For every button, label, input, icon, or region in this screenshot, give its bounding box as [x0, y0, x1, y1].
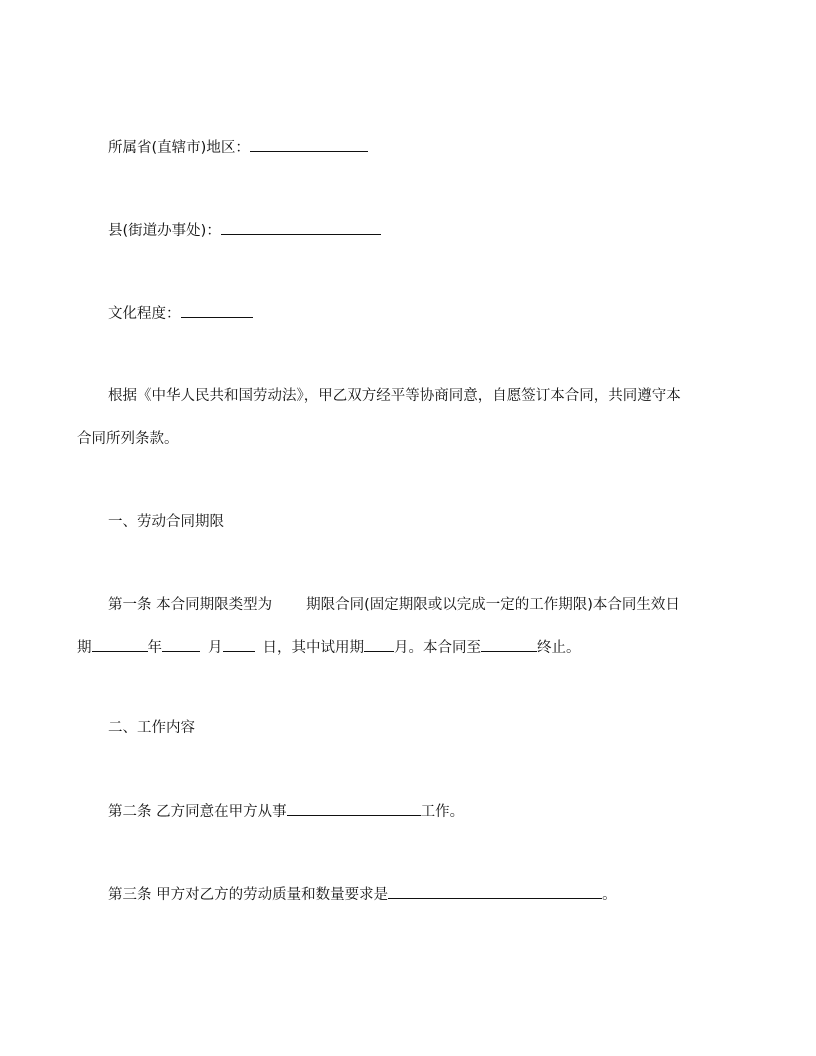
article-2-prefix: 第二条 乙方同意在甲方从事 — [108, 804, 287, 820]
province-blank[interactable] — [250, 137, 368, 152]
day-label: 日，其中试用期 — [262, 640, 364, 656]
preamble-line-1: 根据《中华人民共和国劳动法》，甲乙双方经平等协商同意，自愿签订本合同，共同遵守本 — [108, 388, 681, 404]
education-line — [108, 303, 253, 324]
start-month-blank[interactable] — [162, 637, 200, 652]
article-1-line-1 — [108, 595, 680, 615]
preamble-line-2: 合同所列条款。 — [77, 431, 179, 447]
article-1-line-2 — [77, 637, 581, 658]
month2-label: 月。本合同至 — [394, 640, 481, 656]
job-blank[interactable] — [287, 801, 421, 816]
province-line — [108, 137, 368, 158]
article-2-suffix: 工作。 — [420, 804, 465, 820]
article-1-line2-start: 期 — [77, 640, 92, 656]
province-label: 所属省(直辖市)地区： — [108, 140, 250, 156]
article-3-line — [108, 884, 617, 905]
county-blank[interactable] — [221, 220, 381, 235]
section-2-heading: 二、工作内容 — [108, 720, 195, 736]
end-date-blank[interactable] — [481, 637, 537, 652]
article-3-suffix: 。 — [602, 887, 617, 903]
probation-months-blank[interactable] — [364, 637, 394, 652]
education-blank[interactable] — [181, 303, 253, 318]
county-line — [108, 220, 381, 241]
start-year-blank[interactable] — [92, 637, 148, 652]
article-1-end: 终止。 — [537, 640, 581, 656]
article-3-prefix: 第三条 甲方对乙方的劳动质量和数量要求是 — [108, 887, 389, 903]
article-1-prefix: 第一条 本合同期限类型为 — [108, 597, 273, 613]
article-2-line — [108, 801, 464, 822]
requirements-blank[interactable] — [388, 884, 602, 899]
county-label: 县(街道办事处)： — [108, 223, 221, 239]
section-1-heading: 一、劳动合同期限 — [108, 514, 224, 530]
start-day-blank[interactable] — [223, 637, 255, 652]
education-label: 文化程度： — [108, 306, 181, 322]
month-label: 月 — [208, 640, 223, 656]
article-1-middle: 期限合同(固定期限或以完成一定的工作期限)本合同生效日 — [306, 597, 680, 613]
year-label: 年 — [147, 640, 162, 656]
